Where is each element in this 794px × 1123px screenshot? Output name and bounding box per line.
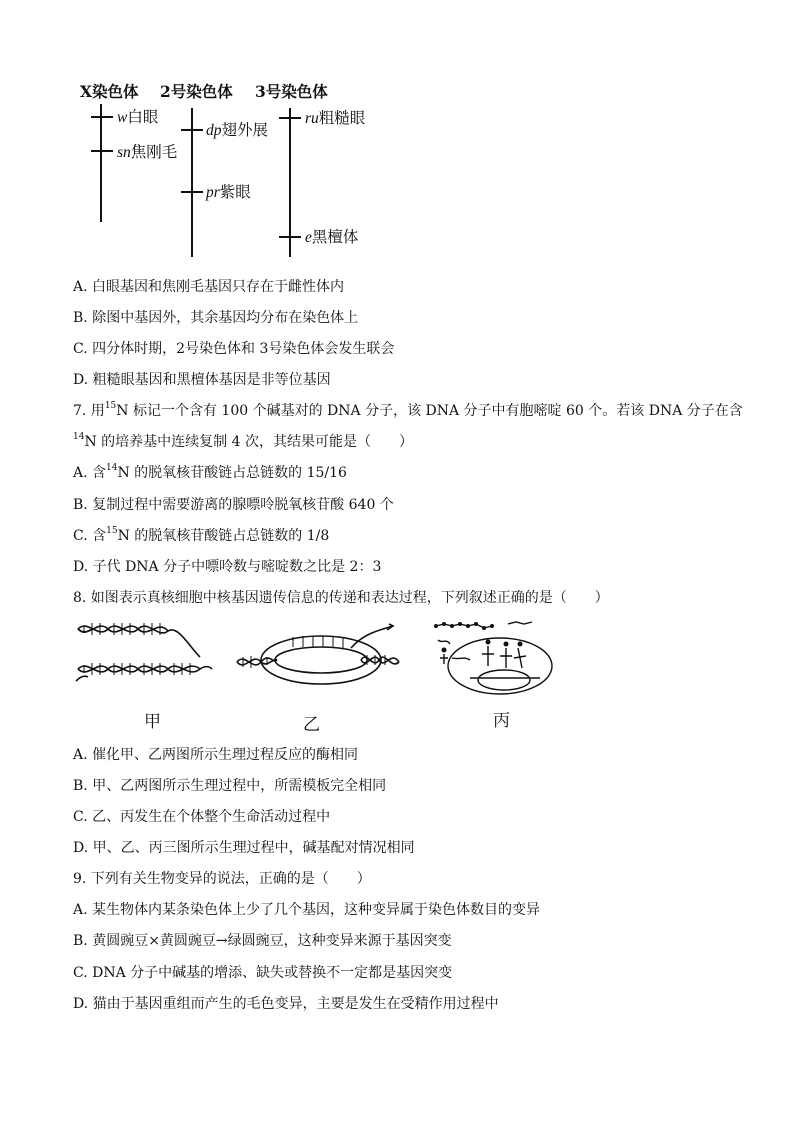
q6-option-a: A. 白眼基因和焦刚毛基因只存在于雌性体内 [73, 279, 345, 295]
q8-option-a: A. 催化甲、乙两图所示生理过程反应的酶相同 [73, 747, 359, 763]
figure-jia-label: 甲 [144, 712, 161, 732]
q6-option-d: D. 粗糙眼基因和黑檀体基因是非等位基因 [73, 372, 331, 388]
gene-tick [279, 117, 301, 119]
q7-stem-line1: 7. 用$^{15}$N 标记一个含有 100 个碱基对的 DNA 分子，该 DNA 分子中有胞嘧啶 60 个。若该 DNA 分子在含 [73, 401, 743, 419]
gene-tick [181, 129, 203, 131]
gene-label-ru: ru粗糙眼 [305, 109, 366, 127]
gene-tick [91, 150, 113, 152]
chromosome-2-header: 2号染色体 [160, 82, 233, 101]
x-chromosome-header: X染色体 [80, 82, 139, 101]
gene-label-sn: sn焦刚毛 [117, 143, 178, 161]
figure-bing-label: 丙 [493, 711, 510, 731]
chromosome-3-line [289, 108, 291, 257]
figure-jia-dna-replication [70, 617, 220, 692]
q9-option-b: B. 黄圆豌豆×黄圆豌豆→绿圆豌豆，这种变异来源于基因突变 [73, 933, 452, 949]
q9-option-a: A. 某生物体内某条染色体上少了几个基因，这种变异属于染色体数目的变异 [73, 902, 541, 918]
gene-label-e: e黑檀体 [305, 228, 359, 246]
figure-bing-translation [430, 620, 560, 700]
q9-option-c: C. DNA 分子中碱基的增添、缺失或替换不一定都是基因突变 [73, 965, 453, 981]
q6-option-c: C. 四分体时期，2号染色体和 3号染色体会发生联会 [73, 341, 395, 357]
q7-option-c: C. 含$^{15}$N 的脱氧核苷酸链占总链数的 1/8 [73, 526, 330, 544]
q8-option-d: D. 甲、乙、丙三图所示生理过程中，碱基配对情况相同 [73, 840, 415, 856]
q8-stem: 8. 如图表示真核细胞中核基因遗传信息的传递和表达过程，下列叙述正确的是（ ） [73, 590, 609, 606]
gene-tick [279, 236, 301, 238]
q7-option-b: B. 复制过程中需要游离的腺嘌呤脱氧核苷酸 640 个 [73, 497, 394, 513]
chromosome-3-header: 3号染色体 [255, 82, 328, 101]
figure-yi-label: 乙 [303, 715, 320, 735]
q6-option-b: B. 除图中基因外，其余基因均分布在染色体上 [73, 310, 359, 326]
gene-label-pr: pr紫眼 [206, 183, 251, 201]
q7-stem-line2: $^{14}$N 的培养基中连续复制 4 次，其结果可能是（ ） [73, 432, 413, 450]
q9-stem: 9. 下列有关生物变异的说法，正确的是（ ） [73, 871, 371, 887]
q7-option-d: D. 子代 DNA 分子中嘌呤数与嘧啶数之比是 2：3 [73, 559, 382, 575]
q8-option-b: B. 甲、乙两图所示生理过程中，所需模板完全相同 [73, 778, 387, 794]
q9-option-d: D. 猫由于基因重组而产生的毛色变异，主要是发生在受精作用过程中 [73, 996, 499, 1012]
figure-yi-transcription [233, 622, 403, 692]
gene-tick [91, 116, 113, 118]
x-chromosome-line [100, 104, 102, 222]
gene-tick [181, 191, 203, 193]
q8-option-c: C. 乙、丙发生在个体整个生命活动过程中 [73, 809, 331, 825]
gene-label-w: w白眼 [117, 108, 159, 126]
gene-label-dp: dp翅外展 [206, 121, 269, 139]
q7-option-a: A. 含$^{14}$N 的脱氧核苷酸链占总链数的 15/16 [73, 463, 347, 481]
